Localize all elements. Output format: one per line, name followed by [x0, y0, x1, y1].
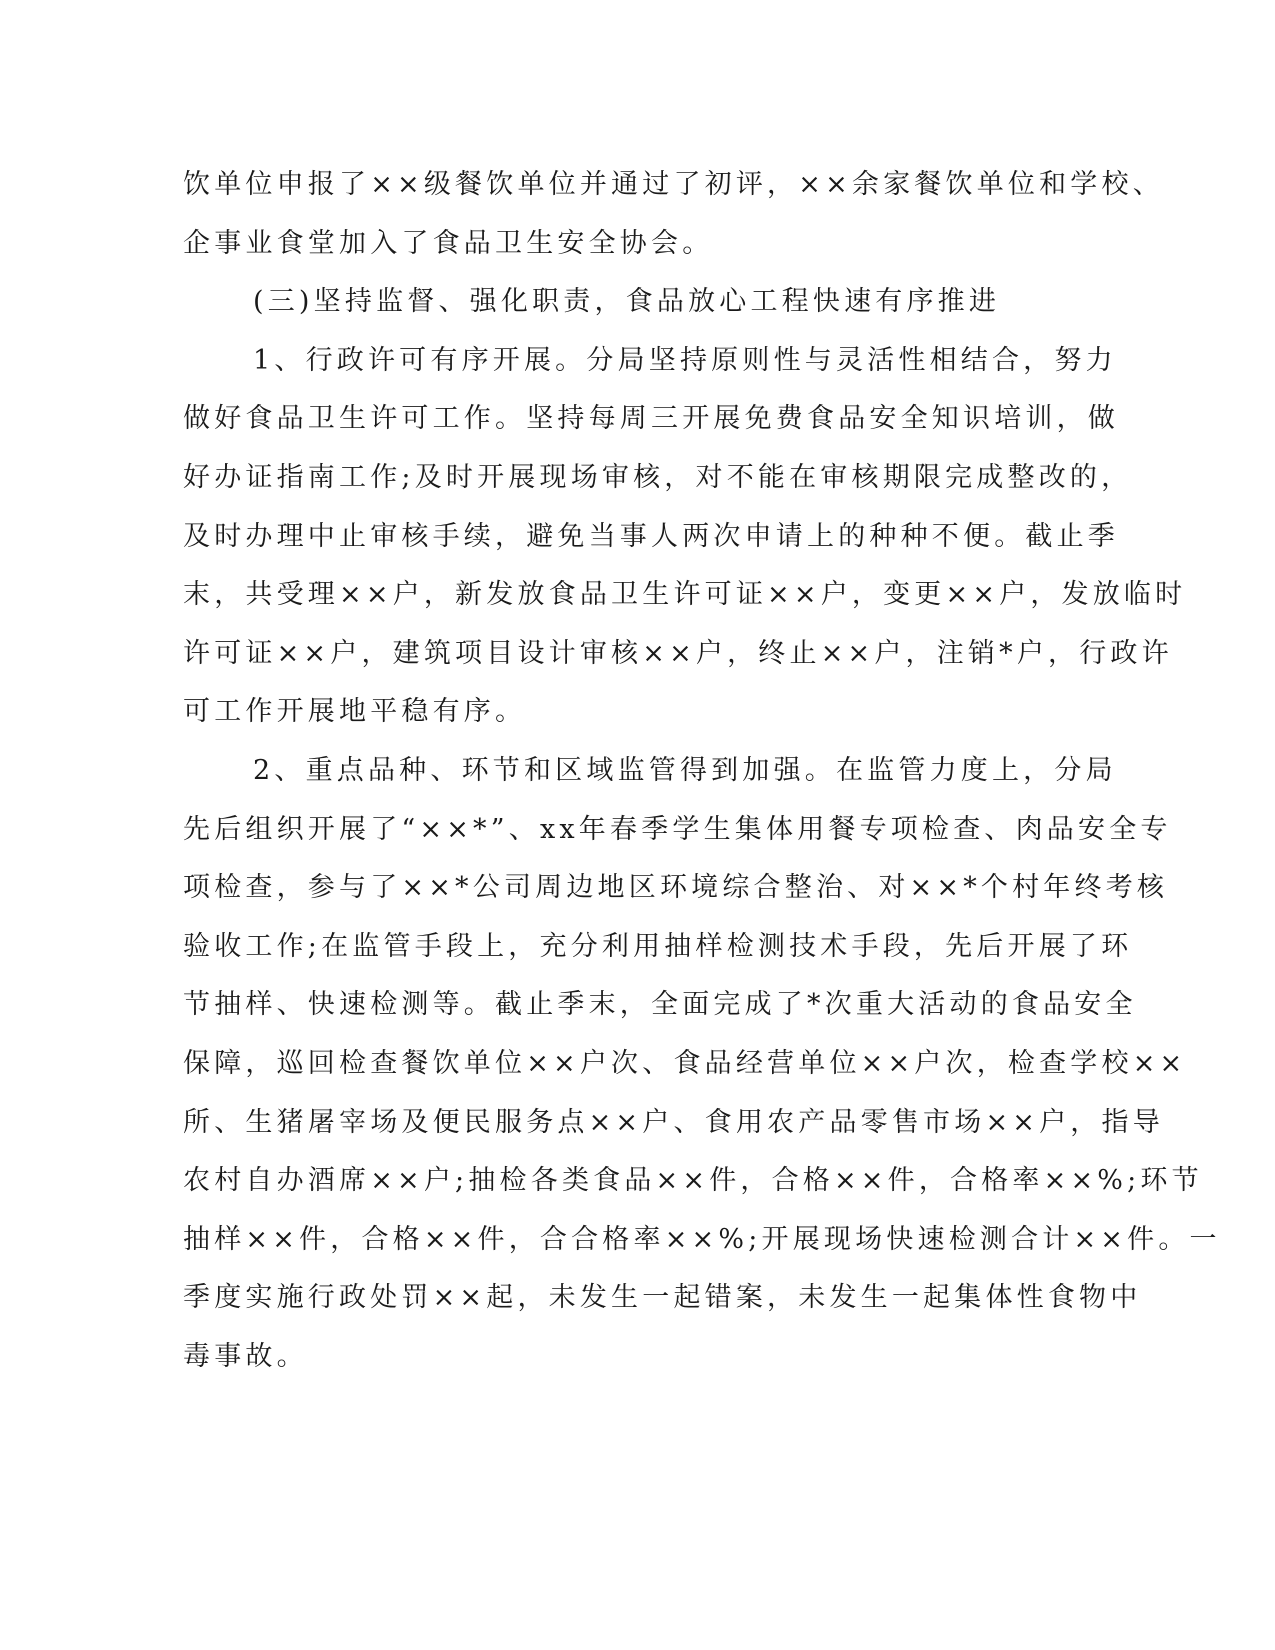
text-line: 先后组织开展了“××*”、xx年春季学生集体用餐专项检查、肉品安全专 — [183, 813, 1172, 845]
paragraph-start: 2、重点品种、环节和区域监管得到加强。在监管力度上，分局 — [253, 754, 1117, 786]
text-line: 末，共受理××户，新发放食品卫生许可证××户，变更××户，发放临时 — [183, 579, 1187, 611]
section-heading: (三)坚持监督、强化职责，食品放心工程快速有序推进 — [253, 286, 1001, 318]
text-line: 抽样××件，合格××件，合合格率××%;开展现场快速检测合计××件。一 — [183, 1223, 1221, 1255]
text-line: 饮单位申报了××级餐饮单位并通过了初评，××余家餐饮单位和学校、 — [183, 169, 1164, 200]
text-line: 可工作开展地平稳有序。 — [183, 696, 527, 728]
text-line: 保障，巡回检查餐饮单位××户次、食品经营单位××户次，检查学校×× — [183, 1047, 1187, 1079]
text-line: 验收工作;在监管手段上，充分利用抽样检测技术手段，先后开展了环 — [183, 930, 1133, 962]
document-body — [183, 156, 1221, 1386]
text-line: 企事业食堂加入了食品卫生安全协会。 — [183, 227, 714, 259]
paragraph-start: 1、行政许可有序开展。分局坚持原则性与灵活性相结合，努力 — [253, 344, 1117, 376]
text-line: 做好食品卫生许可工作。坚持每周三开展免费食品安全知识培训，做 — [183, 403, 1119, 435]
text-line: 项检查，参与了××*公司周边地区环境综合整治、对××*个村年终考核 — [183, 872, 1169, 904]
text-line: 毒事故。 — [183, 1340, 308, 1372]
text-line: 所、生猪屠宰场及便民服务点××户、食用农产品零售市场××户，指导 — [183, 1106, 1164, 1138]
text-line: 许可证××户，建筑项目设计审核××户，终止××户，注销*户，行政许 — [183, 637, 1173, 669]
text-line: 季度实施行政处罚××起，未发生一起错案，未发生一起集体性食物中 — [183, 1282, 1142, 1314]
text-line: 及时办理中止审核手续，避免当事人两次申请上的种种不便。截止季 — [183, 520, 1119, 552]
text-line: 农村自办酒席××户;抽检各类食品××件，合格××件，合格率××%;环节 — [183, 1165, 1203, 1197]
text-line: 好办证指南工作;及时开展现场审核，对不能在审核期限完成整改的， — [183, 461, 1133, 493]
text-line: 节抽样、快速检测等。截止季末，全面完成了*次重大活动的食品安全 — [183, 989, 1137, 1021]
